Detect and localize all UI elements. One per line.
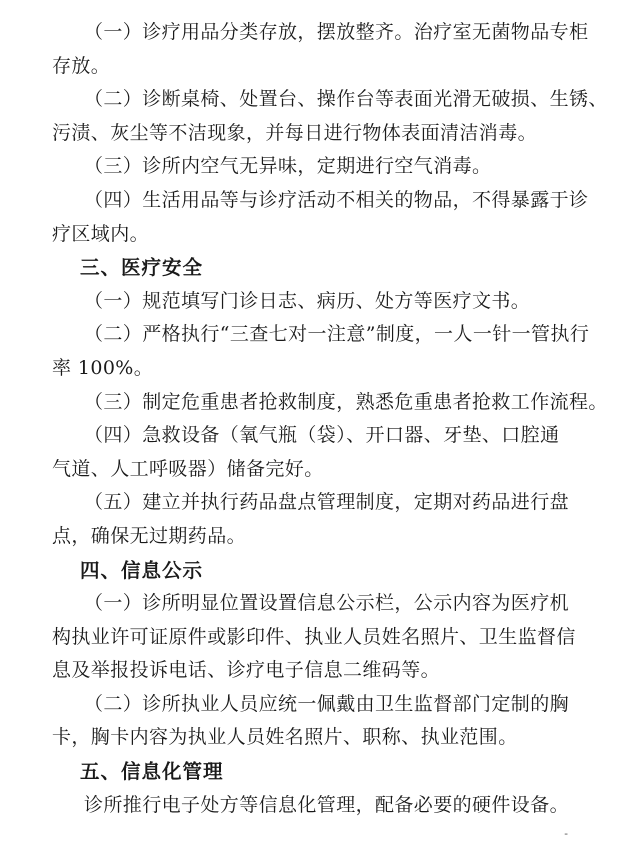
paragraph-line: 息及举报投诉电话、诊疗电子信息二维码等。 [52, 659, 441, 682]
paragraph-line: 疗区域内。 [52, 222, 150, 245]
paragraph-line: 卡，胸卡内容为执业人员姓名照片、职称、执业范围。 [52, 726, 518, 749]
paragraph-line: （四）生活用品等与诊疗活动不相关的物品，不得暴露于诊 [84, 188, 589, 211]
paragraph-line: （一）诊所明显位置设置信息公示栏，公示内容为医疗机 [84, 592, 570, 615]
paragraph-line: （五）建立并执行药品盘点管理制度，定期对药品进行盘 [84, 491, 570, 514]
section-heading: 五、信息化管理 [80, 760, 224, 784]
paragraph-line: （二）严格执行“三查七对一注意”制度，一人一针一管执行 [84, 323, 590, 346]
page-mark: - [564, 827, 568, 840]
paragraph-line: （三）制定危重患者抢救制度，熟悉危重患者抢救工作流程。 [84, 390, 608, 413]
paragraph-line: 污渍、灰尘等不洁现象，并每日进行物体表面清洁消毒。 [52, 121, 538, 144]
paragraph-line: 气道、人工呼吸器）储备完好。 [52, 457, 324, 480]
paragraph-line: 诊所推行电子处方等信息化管理，配备必要的硬件设备。 [84, 793, 570, 816]
paragraph-line: （一）诊疗用品分类存放，摆放整齐。治疗室无菌物品专柜 [84, 21, 589, 43]
paragraph-line: （四）急救设备（氧气瓶（袋）、开口器、牙垫、口腔通 [84, 424, 560, 447]
paragraph-line: （二）诊所执业人员应统一佩戴由卫生监督部门定制的胸 [84, 692, 570, 715]
paragraph-line: 点，确保无过期药品。 [52, 524, 247, 547]
paragraph-line: （三）诊所内空气无异味，定期进行空气消毒。 [84, 155, 492, 178]
paragraph-line: 率 100%。 [52, 356, 154, 379]
paragraph-line: （二）诊断桌椅、处置台、操作台等表面光滑无破损、生锈、 [84, 88, 608, 111]
document-body [52, 16, 614, 822]
paragraph-line: 构执业许可证原件或影印件、执业人员姓名照片、卫生监督信 [52, 625, 576, 648]
paragraph-line: 存放。 [52, 54, 111, 77]
section-heading: 四、信息公示 [80, 558, 204, 582]
section-heading: 三、医疗安全 [80, 256, 204, 280]
paragraph-line: （一）规范填写门诊日志、病历、处方等医疗文书。 [84, 289, 531, 312]
